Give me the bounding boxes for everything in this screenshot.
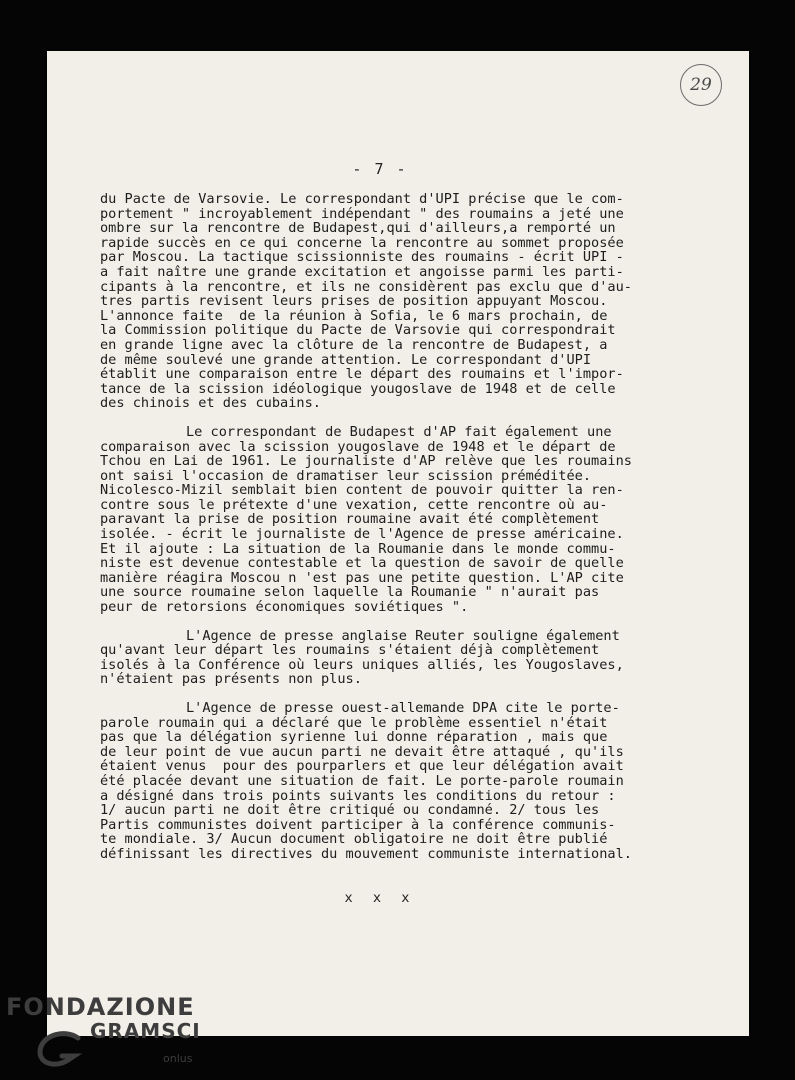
text-line: la Commission politique du Pacte de Varsovie qui correspondrait [100, 322, 616, 339]
text-line: Et il ajoute : La situation de la Roumanie dans le monde commu- [100, 540, 616, 557]
text-line: établit une comparaison entre le départ des roumains et l'impor- [100, 366, 624, 383]
text-line: isolée. - écrit le journaliste de l'Agence de presse américaine. [100, 526, 624, 543]
text-line: n'étaient pas présents non plus. [100, 671, 362, 688]
text-line: comparaison avec la scission yougoslave de 1948 et le départ de [100, 438, 616, 455]
text-line: ombre sur la rencontre de Budapest,qui d'ailleurs,a remporté un [100, 220, 616, 237]
section-separator: x x x [344, 890, 416, 906]
paragraph-3 [100, 629, 678, 687]
text-line: du Pacte de Varsovie. Le correspondant d'UPI précise que le com- [100, 191, 624, 207]
text-line: par Moscou. La tactique scissionniste des roumains - écrit UPI - [100, 249, 624, 266]
text-line: niste est devenue contestable et la question de savoir de quelle [100, 555, 624, 572]
text-line: L'annonce faite de la réunion à Sofia, le 6 mars prochain, de [100, 307, 608, 324]
text-line: a désigné dans trois points suivants les conditions du retour : [100, 787, 616, 804]
text-line: manière réagira Moscou n 'est pas une petite question. L'AP cite [100, 569, 624, 586]
text-line: peur de retorsions économiques soviétiques ". [100, 599, 469, 616]
text-line: définissant les directives du mouvement communiste international. [100, 845, 632, 862]
watermark-swirl-icon [34, 1030, 86, 1070]
text-line: tres partis revisent leurs prises de position appuyant Moscou. [100, 293, 608, 310]
text-line: Nicolesco-Mizil semblait bien content de pouvoir quitter la ren- [100, 482, 624, 499]
folio-number-stamp [680, 64, 722, 106]
text-line: en grande ligne avec la clôture de la rencontre de Budapest, a [100, 336, 608, 353]
watermark-line-1: FONDAZIONE [6, 993, 195, 1021]
text-line: portement " incroyablement indépendant " des roumains a jeté une [100, 205, 624, 222]
text-line: rapide succès en ce qui concerne la rencontre au sommet proposée [100, 234, 624, 251]
text-line: ont saisi l'occasion de dramatiser leur scission préméditée. [100, 467, 592, 484]
text-line: parole roumain qui a déclaré que le problème essentiel n'était [100, 714, 608, 731]
text-line: 1/ aucun parti ne doit être critiqué ou condamné. 2/ tous les [100, 802, 600, 819]
text-line: contre sous le prétexte d'une vexation, cette rencontre où au- [100, 496, 608, 513]
watermark-line-2: GRAMSCI [90, 1019, 201, 1043]
text-line: des chinois et des cubains. [100, 395, 321, 412]
text-line: de même soulevé une grande attention. Le correspondant d'UPI [100, 351, 592, 368]
text-line: pas que la délégation syrienne lui donne réparation , mais que [100, 729, 608, 746]
paragraph-1 [100, 192, 678, 411]
text-line: Tchou en Lai de 1961. Le journaliste d'AP relève que les roumains [100, 453, 632, 470]
text-line: tance de la scission idéologique yougoslave de 1948 et de celle [100, 380, 616, 397]
folio-number: 29 [690, 75, 712, 95]
page-number: - 7 - [352, 160, 408, 178]
text-line: été placée devant une situation de fait. Le porte-parole roumain [100, 772, 624, 789]
paragraph-4 [100, 701, 678, 862]
text-line: qu'avant leur départ les roumains s'étaient déjà complètement [100, 642, 600, 659]
watermark-logo-text [6, 993, 201, 1043]
text-line: une source roumaine selon laquelle la Roumanie " n'aurait pas [100, 584, 600, 601]
text-line: isolés à la Conférence où leurs uniques alliés, les Yougoslaves, [100, 656, 624, 673]
paragraph-2 [100, 425, 678, 615]
text-line: L'Agence de presse anglaise Reuter souligne également [186, 627, 620, 644]
text-line: te mondiale. 3/ Aucun document obligatoire ne doit être publié [100, 831, 608, 848]
text-line: étaient venus pour des pourparlers et que leur délégation avait [100, 758, 624, 775]
document-body [100, 192, 678, 876]
watermark-line-3: onlus [163, 1052, 193, 1065]
text-line: cipants à la rencontre, et ils ne considèrent pas exclu que d'au- [100, 278, 632, 295]
text-line: L'Agence de presse ouest-allemande DPA cite le porte- [186, 700, 620, 716]
text-line: Partis communistes doivent participer à la conférence communis- [100, 816, 616, 833]
text-line: a fait naître une grande excitation et angoisse parmi les parti- [100, 263, 624, 280]
text-line: Le correspondant de Budapest d'AP fait également une [186, 423, 612, 440]
text-line: paravant la prise de position roumaine avait été complètement [100, 511, 600, 528]
text-line: de leur point de vue aucun parti ne devait être attaqué , qu'ils [100, 743, 624, 760]
